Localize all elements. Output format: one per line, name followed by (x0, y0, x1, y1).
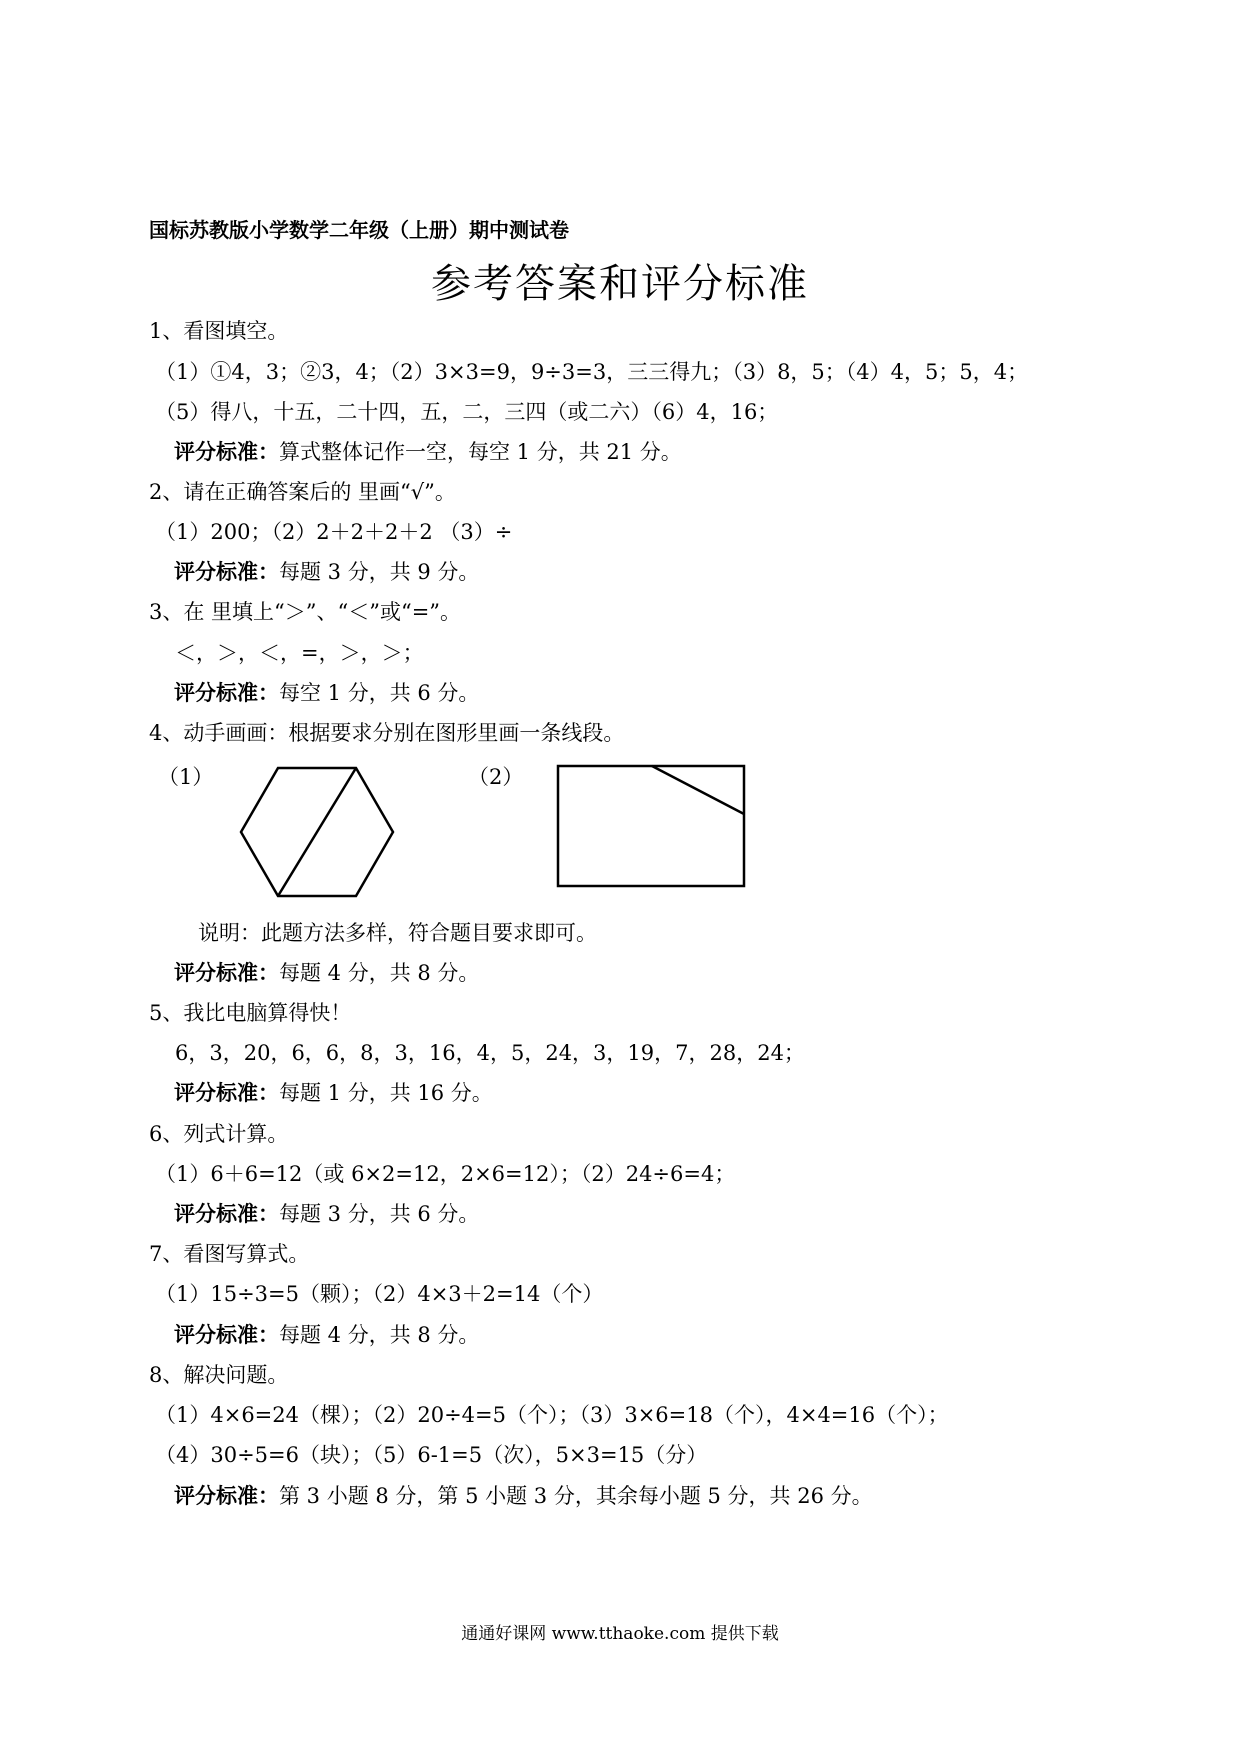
figure-1-label: （1） (158, 765, 214, 789)
criteria-label: 评分标准： (174, 961, 279, 985)
page-footer: 通通好课网 www.tthaoke.com 提供下载 (461, 1624, 779, 1644)
section-5-criteria (174, 1078, 493, 1108)
rectangle-figure (556, 764, 748, 890)
section-3-criteria-text: 每空 1 分，共 6 分。 (279, 681, 480, 705)
rectangle-shape (558, 766, 744, 886)
hexagon-figure (236, 762, 396, 902)
section-1-criteria (174, 437, 682, 467)
section-8-heading: 8、解决问题。 (149, 1363, 289, 1387)
section-8-answer-line-1: （1）4×6=24（棵）；（2）20÷4=5（个）；（3）3×6=18（个），4×4=16（个）； (155, 1403, 949, 1427)
section-1-criteria-text: 算式整体记作一空，每空 1 分，共 21 分。 (279, 440, 682, 464)
section-4-criteria (174, 958, 479, 988)
section-2-answer: （1）200；（2）2＋2＋2＋2 （3）÷ (155, 520, 513, 544)
section-8-criteria-text: 第 3 小题 8 分，第 5 小题 3 分，其余每小题 5 分，共 26 分。 (279, 1484, 873, 1508)
section-1-heading: 1、看图填空。 (149, 319, 289, 343)
section-4-criteria-text: 每题 4 分，共 8 分。 (279, 961, 480, 985)
section-8-criteria (174, 1481, 873, 1511)
criteria-label: 评分标准： (174, 1081, 279, 1105)
section-2-criteria (174, 557, 479, 587)
criteria-label: 评分标准： (174, 1202, 279, 1226)
section-4-note: 说明：此题方法多样，符合题目要求即可。 (198, 921, 597, 945)
exam-subtitle: 国标苏教版小学数学二年级（上册）期中测试卷 (149, 218, 569, 242)
section-3-heading: 3、在 里填上“＞”、“＜”或“=”。 (149, 600, 462, 624)
section-2-heading: 2、请在正确答案后的 里画“√”。 (149, 480, 456, 504)
section-6-criteria (174, 1199, 479, 1229)
section-1-answer-line-2: （5）得八，十五，二十四，五，二，三四（或二六）（6）4，16； (155, 400, 779, 424)
section-6-answer: （1）6＋6=12（或 6×2=12，2×6=12）；（2）24÷6=4； (155, 1162, 736, 1186)
criteria-label: 评分标准： (174, 560, 279, 584)
section-7-answer: （1）15÷3=5（颗）；（2）4×3＋2=14（个） (155, 1282, 604, 1306)
section-7-heading: 7、看图写算式。 (149, 1242, 310, 1266)
section-2-criteria-text: 每题 3 分，共 9 分。 (279, 560, 480, 584)
section-5-criteria-text: 每题 1 分，共 16 分。 (279, 1081, 493, 1105)
figure-2-label: （2） (468, 765, 524, 789)
section-3-answer: ＜，＞，＜，=，＞，＞； (175, 641, 424, 665)
criteria-label: 评分标准： (174, 1484, 279, 1508)
section-5-heading: 5、我比电脑算得快！ (149, 1001, 352, 1025)
section-8-answer-line-2: （4）30÷5=6（块）；（5）6-1=5（次），5×3=15（分） (155, 1443, 708, 1467)
rectangle-drawn-segment (652, 766, 744, 814)
section-7-criteria-text: 每题 4 分，共 8 分。 (279, 1323, 480, 1347)
criteria-label: 评分标准： (174, 681, 279, 705)
section-7-criteria (174, 1320, 479, 1350)
section-5-answer: 6，3，20，6，6，8，3，16，4，5，24，3，19，7，28，24； (175, 1041, 805, 1065)
hexagon-drawn-segment (278, 768, 356, 896)
criteria-label: 评分标准： (174, 440, 279, 464)
section-4-heading: 4、动手画画：根据要求分别在图形里画一条线段。 (149, 721, 625, 745)
section-6-heading: 6、列式计算。 (149, 1122, 289, 1146)
section-6-criteria-text: 每题 3 分，共 6 分。 (279, 1202, 480, 1226)
page-title: 参考答案和评分标准 (431, 261, 809, 307)
criteria-label: 评分标准： (174, 1323, 279, 1347)
section-3-criteria (174, 678, 479, 708)
section-1-answer-line-1: （1）①4，3；②3，4；（2）3×3=9，9÷3=3，三三得九；（3）8，5；（4）4，5；5，4； (155, 360, 1029, 384)
